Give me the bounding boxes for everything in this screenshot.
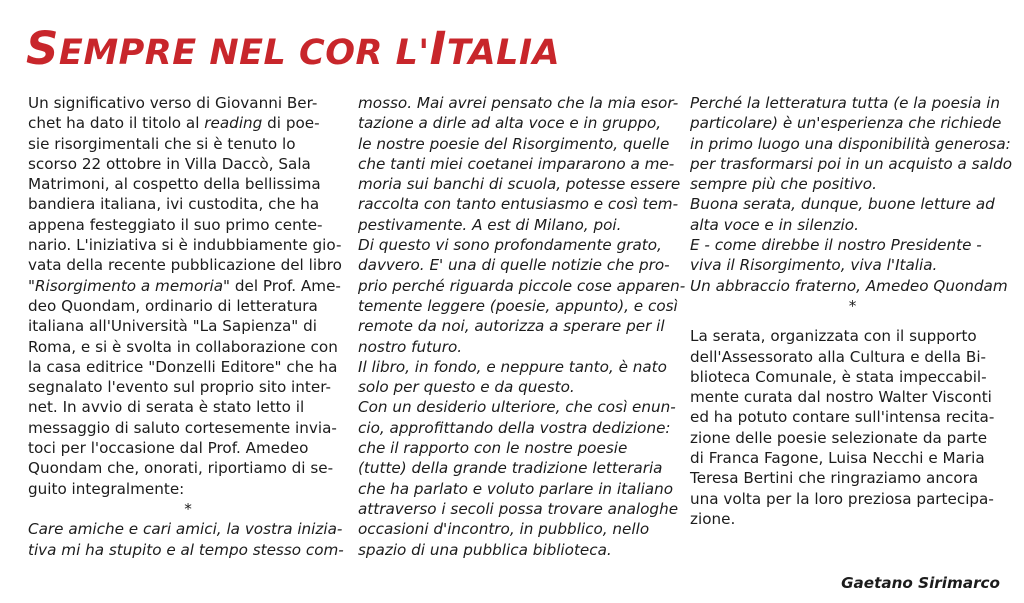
letter-line: Di questo vi sono profondamente grato,: [358, 236, 662, 255]
report-line: zione.: [690, 509, 736, 528]
letter-line: occasioni d'incontro, in pubblico, nello: [358, 520, 650, 539]
letter-line: cio, approfittando della vostra dedizione:: [358, 418, 671, 437]
letter-line: in primo luogo una disponibilità generosa:: [690, 134, 1011, 153]
emphasis-reading: reading: [204, 114, 263, 133]
letter-line: moria sui banchi di scuola, potesse essere: [358, 175, 681, 194]
letter-line: viva il Risorgimento, viva l'Italia.: [690, 256, 938, 275]
text-line: scorso 22 ottobre in Villa Daccò, Sala: [28, 154, 311, 173]
spacer: [690, 316, 1015, 326]
text-line: segnalato l'evento sul proprio sito inter-: [28, 378, 331, 397]
letter-line: spazio di una pubblica biblioteca.: [358, 540, 612, 559]
text-line: sie risorgimentali che si è tenuto lo: [28, 134, 296, 153]
letter-line: che tanti miei coetanei impararono a me-: [358, 154, 675, 173]
text-line: messaggio di saluto cortesemente inviа-: [28, 418, 337, 437]
letter-line: le nostre poesie del Risorgimento, quelle: [358, 134, 670, 153]
text-line: bandiera italiana, ivi custodita, che ha: [28, 195, 320, 214]
report-line: blioteca Comunale, è stata impeccabil-: [690, 367, 987, 386]
text-line: nario. L'iniziativa si è indubbiamente gio-: [28, 236, 342, 255]
letter-line: per trasformarsi poi in un acquisto a saldo: [690, 154, 1013, 173]
letter-line: particolare) è un'esperienza che richiede: [690, 114, 1002, 133]
letter-line: Care amiche e cari amici, la vostra inizia-: [28, 520, 343, 539]
text-line: la casa editrice "Donzelli Editore" che ha: [28, 357, 338, 376]
letter-line: raccolta con tanto entusiasmo e così tem-: [358, 195, 679, 214]
letter-line: tazione a dirle ad alta voce e in gruppo,: [358, 114, 662, 133]
letter-line: Buona serata, dunque, buone letture ad: [690, 195, 995, 214]
report-line: La serata, organizzata con il supporto: [690, 327, 977, 346]
column-2: [358, 93, 686, 560]
letter-line: mosso. Mai avrei pensato che la mia esor-: [358, 94, 679, 112]
letter-line: che il rapporto con le nostre poesie: [358, 439, 628, 458]
text-line: guito integralmente:: [28, 479, 185, 498]
book-title: "Risorgimento a memoria": [28, 276, 231, 295]
report-line: di Franca Fagone, Luisa Necchi e Maria: [690, 449, 985, 468]
letter-line: E - come direbbe il nostro Presidente -: [690, 236, 982, 255]
text-line: Quondam che, onorati, riportiamo di se-: [28, 459, 334, 478]
letter-line: remote da noi, autorizza a sperare per il: [358, 317, 665, 336]
letter-line: temente leggere (poesie, appunto), e così: [358, 296, 678, 315]
letter-line: (tutte) della grande tradizione letteraria: [358, 459, 663, 478]
text-line: toci per l'occasione dal Prof. Amedeo: [28, 439, 309, 458]
report-line: Teresa Bertini che ringraziamo ancora: [690, 469, 979, 488]
column-3: [690, 93, 1015, 529]
letter-line: attraverso i secoli possa trovare analoghe: [358, 499, 679, 518]
article-title: SEMPRE NEL COR L'ITALIA: [26, 22, 561, 75]
letter-line: tiva mi ha stupito e al tempo stesso com-: [28, 540, 344, 559]
section-separator: *: [848, 296, 857, 315]
letter-line: Un abbraccio fraterno, Amedeo Quondam: [690, 276, 1008, 295]
letter-line: che ha parlato e voluto parlare in italiano: [358, 479, 674, 498]
report-line: mente curata dal nostro Walter Visconti: [690, 388, 992, 407]
report-line: dell'Assessorato alla Cultura e della Bi-: [690, 347, 987, 366]
letter-line: Perché la letteratura tutta (e la poesia in: [690, 94, 1001, 112]
letter-line: davvero. E' una di quelle notizie che pro-: [358, 256, 670, 275]
text-line: "Risorgimento a memoria" del Prof. Ame-: [28, 276, 341, 295]
report-line: zione delle poesie selezionate da parte: [690, 428, 988, 447]
section-separator: *: [184, 499, 192, 518]
column-1: [28, 93, 348, 560]
text-line: Un significativo verso di Giovanni Ber-: [28, 94, 318, 112]
letter-line: pestivamente. A est di Milano, poi.: [358, 215, 622, 234]
report-line: una volta per la loro preziosa partecipa-: [690, 489, 994, 508]
text-line: Matrimoni, al cospetto della bellissima: [28, 175, 321, 194]
report-line: ed ha potuto contare sull'intensa recita-: [690, 408, 995, 427]
letter-line: solo per questo e da questo.: [358, 378, 575, 397]
text-line: deo Quondam, ordinario di letteratura: [28, 296, 318, 315]
text-line: Roma, e si è svolta in collaborazione con: [28, 337, 338, 356]
text-line: vata della recente pubblicazione del libro: [28, 256, 342, 275]
letter-line: nostro futuro.: [358, 337, 463, 356]
letter-line: Il libro, in fondo, e neppure tanto, è nato: [358, 357, 667, 376]
letter-line: alta voce e in silenzio.: [690, 215, 859, 234]
letter-line: sempre più che positivo.: [690, 175, 877, 194]
text-line: chet ha dato il titolo al reading di poe-: [28, 114, 320, 133]
text-line: italiana all'Università "La Sapienza" di: [28, 317, 317, 336]
title-rest: EMPRE NEL COR L': [58, 33, 430, 73]
text-line: appena festeggiato il suo primo cente-: [28, 215, 323, 234]
letter-line: Con un desiderio ulteriore, che così enun-: [358, 398, 676, 417]
letter-line: prio perché riguarda piccole cose apparen-: [358, 276, 686, 295]
text-line: net. In avvio di serata è stato letto il: [28, 398, 305, 417]
author-signature: Gaetano Sirimarco: [841, 574, 1000, 592]
